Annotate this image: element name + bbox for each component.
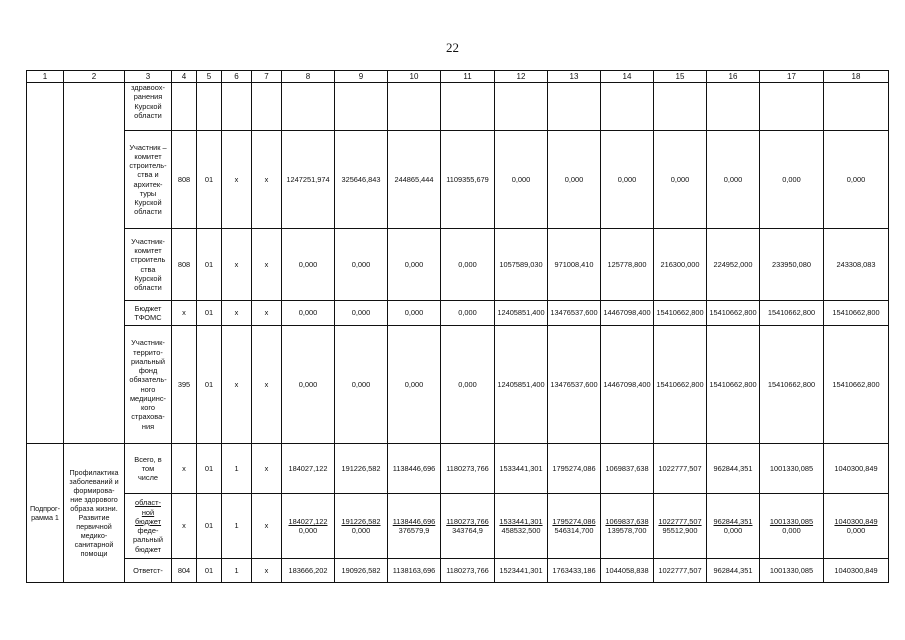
value-cell xyxy=(282,494,335,559)
value-text: 1533441,301 xyxy=(499,516,543,526)
value-text: 1044058,838 xyxy=(605,565,649,575)
value-cell xyxy=(548,494,601,559)
value-cell xyxy=(548,326,601,444)
page-number: 22 xyxy=(446,40,459,55)
column-header: 10 xyxy=(388,71,441,83)
value-cell xyxy=(601,131,654,229)
value-cell xyxy=(441,494,495,559)
value-text: 1001330,085 xyxy=(769,565,814,575)
code-cell: х xyxy=(252,559,282,583)
funding-source-label: Участник – комитет строитель- ства и архитек- туры Курской области xyxy=(129,142,167,217)
value-cell xyxy=(495,301,548,326)
value-cell xyxy=(601,559,654,583)
value-text: 1763433,186 xyxy=(552,565,596,575)
value-text: 184027,122 xyxy=(288,463,328,473)
value-cell xyxy=(654,559,707,583)
value-cell xyxy=(441,301,495,326)
value-cell xyxy=(654,494,707,559)
table-row xyxy=(27,326,889,444)
value-cell xyxy=(601,83,654,131)
code-cell: х xyxy=(252,301,282,326)
column-header: 1 xyxy=(27,71,64,83)
code-cell: 01 xyxy=(197,444,222,494)
value-text: 1533441,301 xyxy=(499,463,543,473)
value-cell xyxy=(760,131,824,229)
value-text: 95512,900 xyxy=(662,526,698,535)
funding-source-label: Бюджет ТФОМС xyxy=(134,303,162,322)
value-cell xyxy=(654,229,707,301)
column-header: 14 xyxy=(601,71,654,83)
value-text: 190926,582 xyxy=(341,565,381,575)
value-text: 0,000 xyxy=(298,379,318,389)
header-row xyxy=(27,71,889,83)
code-cell xyxy=(172,83,197,131)
value-text: 1247251,974 xyxy=(286,174,330,184)
value-text: 0,000 xyxy=(351,526,371,535)
value-cell xyxy=(282,83,335,131)
value-cell xyxy=(388,131,441,229)
value-cell xyxy=(760,559,824,583)
value-cell xyxy=(495,444,548,494)
value-cell xyxy=(548,559,601,583)
value-cell xyxy=(760,229,824,301)
column-header: 5 xyxy=(197,71,222,83)
code-cell: х xyxy=(172,444,197,494)
value-text: 15410662,800 xyxy=(832,379,880,389)
value-text: 13476537,600 xyxy=(550,379,598,389)
value-text: 191226,582 xyxy=(341,463,381,473)
value-text: 1057589,030 xyxy=(499,259,543,269)
value-text: 1022777,507 xyxy=(658,516,702,526)
value-text: 0,000 xyxy=(782,526,801,535)
column-header: 7 xyxy=(252,71,282,83)
value-cell xyxy=(388,301,441,326)
code-cell: 01 xyxy=(197,229,222,301)
value-text: 15410662,800 xyxy=(656,308,704,318)
table-row xyxy=(27,559,889,583)
value-cell xyxy=(335,444,388,494)
column-header: 8 xyxy=(282,71,335,83)
value-text: 0,000 xyxy=(846,174,866,184)
code-cell: 01 xyxy=(197,559,222,583)
code-cell: х xyxy=(252,229,282,301)
code-cell: 1 xyxy=(222,444,252,494)
value-cell xyxy=(335,83,388,131)
value-cell xyxy=(282,559,335,583)
value-cell xyxy=(760,301,824,326)
column-header: 17 xyxy=(760,71,824,83)
value-cell xyxy=(760,444,824,494)
column-header: 15 xyxy=(654,71,707,83)
funding-source-cell xyxy=(125,326,172,444)
value-cell xyxy=(282,229,335,301)
value-text: 191226,582 xyxy=(341,516,381,526)
value-cell xyxy=(548,83,601,131)
value-cell xyxy=(760,326,824,444)
funding-source-label: феде- ральный бюджет xyxy=(133,526,163,554)
value-cell xyxy=(601,494,654,559)
value-text: 962844,351 xyxy=(713,463,753,473)
value-text: 1523441,301 xyxy=(499,565,543,575)
value-cell xyxy=(388,444,441,494)
value-text: 15410662,800 xyxy=(656,379,704,389)
value-text: 376579,9 xyxy=(398,526,430,535)
value-cell xyxy=(654,326,707,444)
code-cell: 804 xyxy=(172,559,197,583)
value-text: 15410662,800 xyxy=(709,379,757,389)
value-cell xyxy=(654,131,707,229)
code-cell: х xyxy=(172,301,197,326)
value-text: 0,000 xyxy=(670,174,690,184)
value-text: 224952,000 xyxy=(713,259,753,269)
value-text: 15410662,800 xyxy=(709,308,757,318)
code-cell: х xyxy=(222,229,252,301)
value-text: 0,000 xyxy=(458,379,477,389)
funding-source-cell xyxy=(125,83,172,131)
value-text: 1138163,696 xyxy=(392,565,436,575)
value-cell xyxy=(707,229,760,301)
value-text: 1180273,766 xyxy=(446,516,489,526)
value-text: 125778,800 xyxy=(607,259,647,269)
program-name-cell xyxy=(64,83,125,444)
value-text: 1138446,696 xyxy=(392,516,436,526)
table-row xyxy=(27,229,889,301)
value-text: 183666,202 xyxy=(288,565,328,575)
value-text: 244865,444 xyxy=(394,174,434,184)
value-cell xyxy=(601,301,654,326)
value-text: 1180273,766 xyxy=(446,565,489,575)
code-cell: х xyxy=(172,494,197,559)
value-cell xyxy=(824,494,889,559)
code-cell: 01 xyxy=(197,131,222,229)
value-text: 0,000 xyxy=(404,259,424,269)
value-cell xyxy=(495,229,548,301)
code-cell xyxy=(222,83,252,131)
code-cell: 1 xyxy=(222,559,252,583)
value-text: 1040300,849 xyxy=(834,463,878,473)
value-text: 0,000 xyxy=(723,526,743,535)
value-cell xyxy=(495,83,548,131)
column-header: 12 xyxy=(495,71,548,83)
code-cell: х xyxy=(222,131,252,229)
value-text: 12405851,400 xyxy=(497,379,545,389)
value-cell xyxy=(824,301,889,326)
column-header: 18 xyxy=(824,71,889,83)
value-text: 184027,122 xyxy=(288,516,328,526)
value-cell xyxy=(707,444,760,494)
value-cell xyxy=(824,229,889,301)
value-text: 0,000 xyxy=(617,174,637,184)
value-cell xyxy=(707,131,760,229)
value-text: 0,000 xyxy=(351,259,371,269)
code-cell: х xyxy=(252,494,282,559)
value-text: 1795274,086 xyxy=(552,463,596,473)
value-cell xyxy=(441,83,495,131)
value-text: 243308,083 xyxy=(836,259,876,269)
value-text: 0,000 xyxy=(351,308,371,318)
value-text: 0,000 xyxy=(782,174,801,184)
value-text: 0,000 xyxy=(351,379,371,389)
value-text: 0,000 xyxy=(458,259,477,269)
value-text: 14467098,400 xyxy=(603,379,651,389)
value-text: 1069837,638 xyxy=(605,463,649,473)
funding-source-cell xyxy=(125,559,172,583)
funding-source-label: Ответст- xyxy=(133,565,163,575)
value-cell xyxy=(441,326,495,444)
value-cell xyxy=(707,301,760,326)
value-cell xyxy=(707,326,760,444)
column-header: 3 xyxy=(125,71,172,83)
value-cell xyxy=(548,301,601,326)
value-text: 971008,410 xyxy=(554,259,594,269)
value-cell xyxy=(282,131,335,229)
value-text: 0,000 xyxy=(846,526,866,535)
value-text: 0,000 xyxy=(298,259,318,269)
funding-source-label: здравоох- ранения Курской области xyxy=(131,83,165,120)
value-text: 1022777,507 xyxy=(658,565,702,575)
value-cell xyxy=(824,444,889,494)
value-text: 0,000 xyxy=(298,308,318,318)
funding-source-label: Участник- террито- риальный фонд обязатель- ного медицинс- кого страхова- ния xyxy=(129,338,167,431)
value-cell xyxy=(548,444,601,494)
value-text: 139578,700 xyxy=(607,526,647,535)
value-cell xyxy=(335,301,388,326)
value-cell xyxy=(388,229,441,301)
subprogram-name-cell: Профилактика заболеваний и формирова- ние здорового образа жизни. Развитие первичной медико- санитарной помощи xyxy=(64,444,125,583)
table-row xyxy=(27,83,889,131)
code-cell: х xyxy=(222,301,252,326)
code-cell: 01 xyxy=(197,301,222,326)
value-cell xyxy=(707,83,760,131)
column-header: 4 xyxy=(172,71,197,83)
value-text: 962844,351 xyxy=(713,565,753,575)
table-row xyxy=(27,494,889,559)
code-cell: х xyxy=(222,326,252,444)
subprogram-cell: Подпрог- рамма 1 xyxy=(27,444,64,583)
value-text: 1069837,638 xyxy=(605,516,649,526)
value-text: 0,000 xyxy=(511,174,531,184)
value-text: 0,000 xyxy=(298,526,318,535)
value-text: 1022777,507 xyxy=(658,463,702,473)
value-cell xyxy=(335,326,388,444)
code-cell: 395 xyxy=(172,326,197,444)
value-cell xyxy=(707,559,760,583)
code-cell: х xyxy=(252,131,282,229)
value-cell xyxy=(760,83,824,131)
column-header: 13 xyxy=(548,71,601,83)
value-text: 1109355,679 xyxy=(446,174,489,184)
table-row xyxy=(27,444,889,494)
funding-source-label: Участник- комитет строитель ства Курской области xyxy=(130,236,166,292)
value-cell xyxy=(824,131,889,229)
value-text: 0,000 xyxy=(404,308,424,318)
value-cell xyxy=(707,494,760,559)
value-text: 0,000 xyxy=(723,174,743,184)
value-text: 12405851,400 xyxy=(497,308,545,318)
code-cell: х xyxy=(252,444,282,494)
value-text: 1040300,849 xyxy=(834,516,878,526)
value-cell xyxy=(335,229,388,301)
code-cell: 01 xyxy=(197,494,222,559)
value-cell xyxy=(824,83,889,131)
value-text: 0,000 xyxy=(404,379,424,389)
value-cell xyxy=(548,131,601,229)
value-text: 13476537,600 xyxy=(550,308,598,318)
value-text: 1180273,766 xyxy=(446,463,489,473)
value-cell xyxy=(601,326,654,444)
value-cell xyxy=(388,559,441,583)
value-cell xyxy=(824,559,889,583)
funding-source-cell xyxy=(125,131,172,229)
value-cell xyxy=(495,326,548,444)
value-text: 15410662,800 xyxy=(767,379,816,389)
column-header: 9 xyxy=(335,71,388,83)
value-cell xyxy=(441,229,495,301)
value-text: 1138446,696 xyxy=(392,463,436,473)
column-header: 6 xyxy=(222,71,252,83)
table-row xyxy=(27,301,889,326)
value-cell xyxy=(495,494,548,559)
value-text: 216300,000 xyxy=(660,259,700,269)
value-cell xyxy=(654,301,707,326)
value-cell xyxy=(282,326,335,444)
budget-table xyxy=(26,70,889,583)
value-text: 1001330,085 xyxy=(769,516,814,526)
value-cell xyxy=(282,301,335,326)
column-header: 16 xyxy=(707,71,760,83)
value-text: 0,000 xyxy=(564,174,584,184)
value-text: 325646,843 xyxy=(341,174,381,184)
value-cell xyxy=(335,494,388,559)
value-cell xyxy=(335,131,388,229)
code-cell: 808 xyxy=(172,229,197,301)
value-cell xyxy=(441,559,495,583)
funding-source-cell xyxy=(125,301,172,326)
funding-source-cell xyxy=(125,494,172,559)
code-cell: 01 xyxy=(197,326,222,444)
value-cell xyxy=(388,326,441,444)
value-cell xyxy=(760,494,824,559)
value-text: 962844,351 xyxy=(713,516,753,526)
value-text: 15410662,800 xyxy=(832,308,880,318)
value-cell xyxy=(654,444,707,494)
column-header: 2 xyxy=(64,71,125,83)
column-header: 11 xyxy=(441,71,495,83)
value-cell xyxy=(654,83,707,131)
value-cell xyxy=(495,131,548,229)
code-cell: х xyxy=(252,326,282,444)
funding-source-label: област- ной бюджет xyxy=(134,498,162,526)
value-cell xyxy=(388,494,441,559)
code-cell xyxy=(252,83,282,131)
funding-source-cell xyxy=(125,229,172,301)
program-cell xyxy=(27,83,64,444)
value-cell xyxy=(601,229,654,301)
value-text: 1040300,849 xyxy=(834,565,878,575)
value-cell xyxy=(388,83,441,131)
table-row xyxy=(27,131,889,229)
code-cell: 808 xyxy=(172,131,197,229)
value-text: 546314,700 xyxy=(554,526,594,535)
funding-source-label: Всего, в том числе xyxy=(134,454,162,483)
value-text: 1795274,086 xyxy=(552,516,596,526)
value-text: 14467098,400 xyxy=(603,308,651,318)
value-cell xyxy=(601,444,654,494)
value-text: 458532,500 xyxy=(501,526,541,535)
value-text: 343764,9 xyxy=(452,526,483,535)
funding-source-cell xyxy=(125,444,172,494)
value-cell xyxy=(548,229,601,301)
code-cell: 1 xyxy=(222,494,252,559)
value-text: 1001330,085 xyxy=(769,463,814,473)
code-cell xyxy=(197,83,222,131)
value-text: 233950,080 xyxy=(771,259,812,269)
value-cell xyxy=(441,131,495,229)
value-cell xyxy=(335,559,388,583)
value-text: 15410662,800 xyxy=(767,308,816,318)
value-cell xyxy=(441,444,495,494)
value-text: 0,000 xyxy=(458,308,477,318)
value-cell xyxy=(824,326,889,444)
value-cell xyxy=(282,444,335,494)
value-cell xyxy=(495,559,548,583)
